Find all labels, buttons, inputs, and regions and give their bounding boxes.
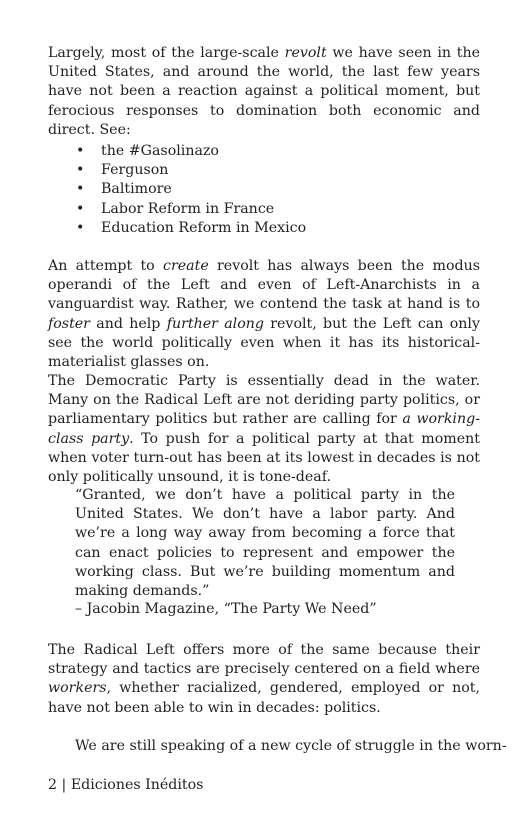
paragraph-create-revolt xyxy=(48,257,480,372)
emphasis-foster: foster xyxy=(48,315,90,332)
bullet-icon: • xyxy=(76,143,85,159)
paragraph-text: An attempt to xyxy=(48,258,164,274)
paragraph-intro-text-cont: we have seen in the United States, and around the world, the last few years have not been a reaction against a political moment, but ferocious responses to domination both economic and direct. See: xyxy=(48,45,480,138)
paragraph-text: , whether racialized, gendered, employed or not, have not been able to win in decades: politics. xyxy=(48,680,480,716)
list-item xyxy=(48,219,480,238)
emphasis-workers: workers xyxy=(48,680,107,697)
emphasis-revolt: revolt xyxy=(284,45,327,61)
paragraph-democratic-party xyxy=(48,372,480,487)
page-footer: 2 | Ediciones Inéditos xyxy=(48,777,204,793)
bullet-icon: • xyxy=(76,200,85,217)
paragraph-text: The Radical Left offers more of the same because their strategy and tactics are precisely centered on a field where xyxy=(48,642,480,678)
emphasis-further-along: further along xyxy=(166,315,264,332)
bullet-icon: • xyxy=(76,219,85,236)
list-item xyxy=(48,180,480,199)
quote-attribution: – Jacobin Magazine, “The Party We Need” xyxy=(75,601,377,617)
paragraph-text: and help xyxy=(89,315,167,332)
list-item-label: the #Gasolinazo xyxy=(101,143,219,159)
paragraph-radical-left xyxy=(48,641,480,718)
list-item-label: Labor Reform in France xyxy=(101,200,275,217)
paragraph-text: The Democratic Party is essentially dead in the water. Many on the Radical Left are not deriding party politics, or parliamentary politics but rather are calling for xyxy=(48,373,480,428)
list-item-label: Baltimore xyxy=(101,181,172,198)
list-item-label: Education Reform in Mexico xyxy=(101,219,307,236)
emphasis-working-class-party: a working-class party xyxy=(48,411,480,447)
paragraph-text: . To push for a political party at that moment when voter turn-out has been at its lowest in decades is not only politically unsound, it is tone-deaf. xyxy=(48,430,480,486)
bullet-icon: • xyxy=(76,162,85,179)
emphasis-create: create xyxy=(163,258,209,274)
events-list xyxy=(48,142,480,238)
paragraph-intro-text: Largely, most of the large-scale xyxy=(48,45,285,61)
paragraph-new-cycle: We are still speaking of a new cycle of struggle in the worn- xyxy=(75,738,507,754)
block-quote: “Granted, we don’t have a political party in the United States. We don’t have a labor party. And we’re a long way away from becoming a force that can enact policies to represent and empower the working class. But we’re building momentum and making demands.” xyxy=(75,487,455,600)
list-item xyxy=(48,200,480,219)
paragraph-intro xyxy=(48,44,480,140)
paragraph-text: revolt has always been the modus operandi of the Left and even of Left-Anarchists in a vanguardist way. Rather, we contend the task at hand is to xyxy=(48,258,481,313)
bullet-icon: • xyxy=(76,181,85,198)
list-item xyxy=(48,142,480,161)
paragraph-text: revolt, but the Left can only see the world politically even when it has its historical-materialist glasses on. xyxy=(48,315,480,371)
list-item-label: Ferguson xyxy=(101,162,169,179)
list-item xyxy=(48,161,480,180)
